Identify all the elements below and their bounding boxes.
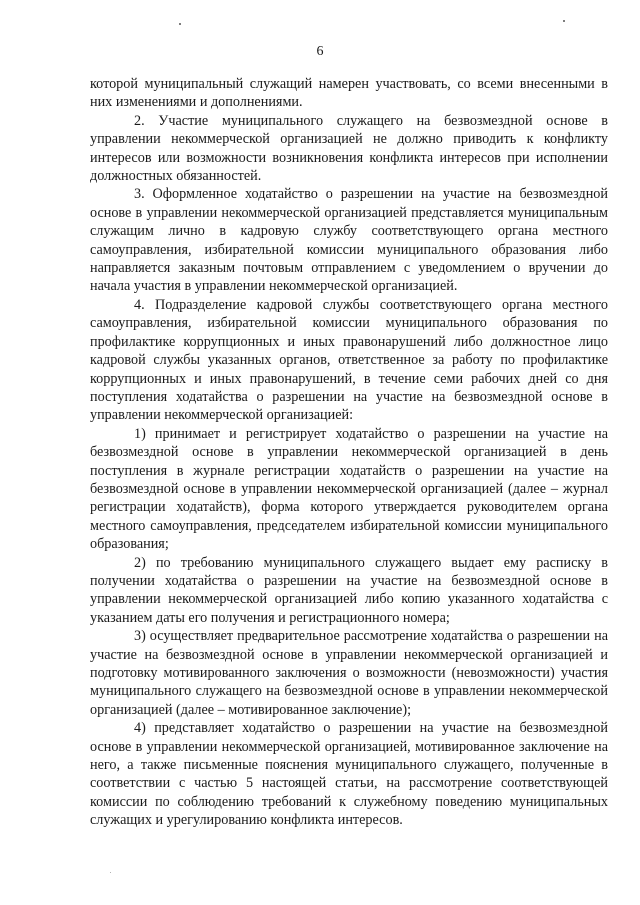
document-body xyxy=(90,75,608,830)
paragraph-item-3: 3. Оформленное ходатайство о разрешении на участие на безвозмездной основе в управлении некоммерческой организацией представляется муниципальным служащим лично в кадровую службу соответствующего органа местного самоуправления, избирательной комиссии муниципального образования либо направляется заказным почтовым отправлением с уведомлением о вручении до начала участия в управлении некоммерческой организацией. xyxy=(90,186,608,295)
paragraph-item-2: 2. Участие муниципального служащего на безвозмездной основе в управлении некоммерческой организацией не должно приводить к конфликту интересов или возможности возникновения конфликта интересов при исполнении должностных обязанностей. xyxy=(90,112,608,185)
paragraph-item-4: 4. Подразделение кадровой службы соответствующего органа местного самоуправления, избирательной комиссии муниципального образования по профилактике коррупционных и иных правонарушений либо должностное лицо кадровой службы указанных органов, ответственное за работу по профилактике коррупционных и иных правонарушений, в течение семи рабочих дней со дня поступления ходатайства о разрешении на участие на безвозмездной основе в управлении некоммерческой организацией: xyxy=(90,296,608,424)
scan-speck xyxy=(110,872,111,873)
subitem-3: 3) осуществляет предварительное рассмотрение ходатайства о разрешении на участие на безвозмездной основе в управлении некоммерческой организацией и подготовку мотивированного заключения о возможности (невозможности) участия муниципального служащего на безвозмездной основе в управлении некоммерческой организацией (далее – мотивированное заключение); xyxy=(90,628,608,718)
subitem-2: 2) по требованию муниципального служащего выдает ему расписку в получении ходатайства о разрешении на участие на безвозмездной основе в управлении некоммерческой организацией либо копию указанного ходатайства с указанием даты его получения и регистрационного номера; xyxy=(90,554,608,626)
subitem-4: 4) представляет ходатайство о разрешении на участие на безвозмездной основе в управлении некоммерческой организацией, мотивированное заключение на него, а также письменные пояснения муниципального служащего, полученные в соответствии с частью 5 настоящей статьи, на рассмотрение соответствующей комиссии по соблюдению требований к служебному поведению муниципальных служащих и урегулированию конфликта интересов. xyxy=(90,720,608,829)
scan-speck xyxy=(179,23,181,25)
paragraph-continuation: которой муниципальный служащий намерен участвовать, со всеми внесенными в них изменениями и дополнениями. xyxy=(90,76,608,111)
scan-speck xyxy=(563,20,565,22)
page-number: 6 xyxy=(316,44,324,59)
subitem-1: 1) принимает и регистрирует ходатайство о разрешении на участие на безвозмездной основе в управлении некоммерческой организацией в день поступления в журнале регистрации ходатайств о разрешении на участие на безвозмездной основе в управлении некоммерческой организацией (далее – журнал регистрации ходатайств), форма которого утверждается руководителем органа местного самоуправления, председателем избирательной комиссии муниципального образования; xyxy=(90,425,608,553)
